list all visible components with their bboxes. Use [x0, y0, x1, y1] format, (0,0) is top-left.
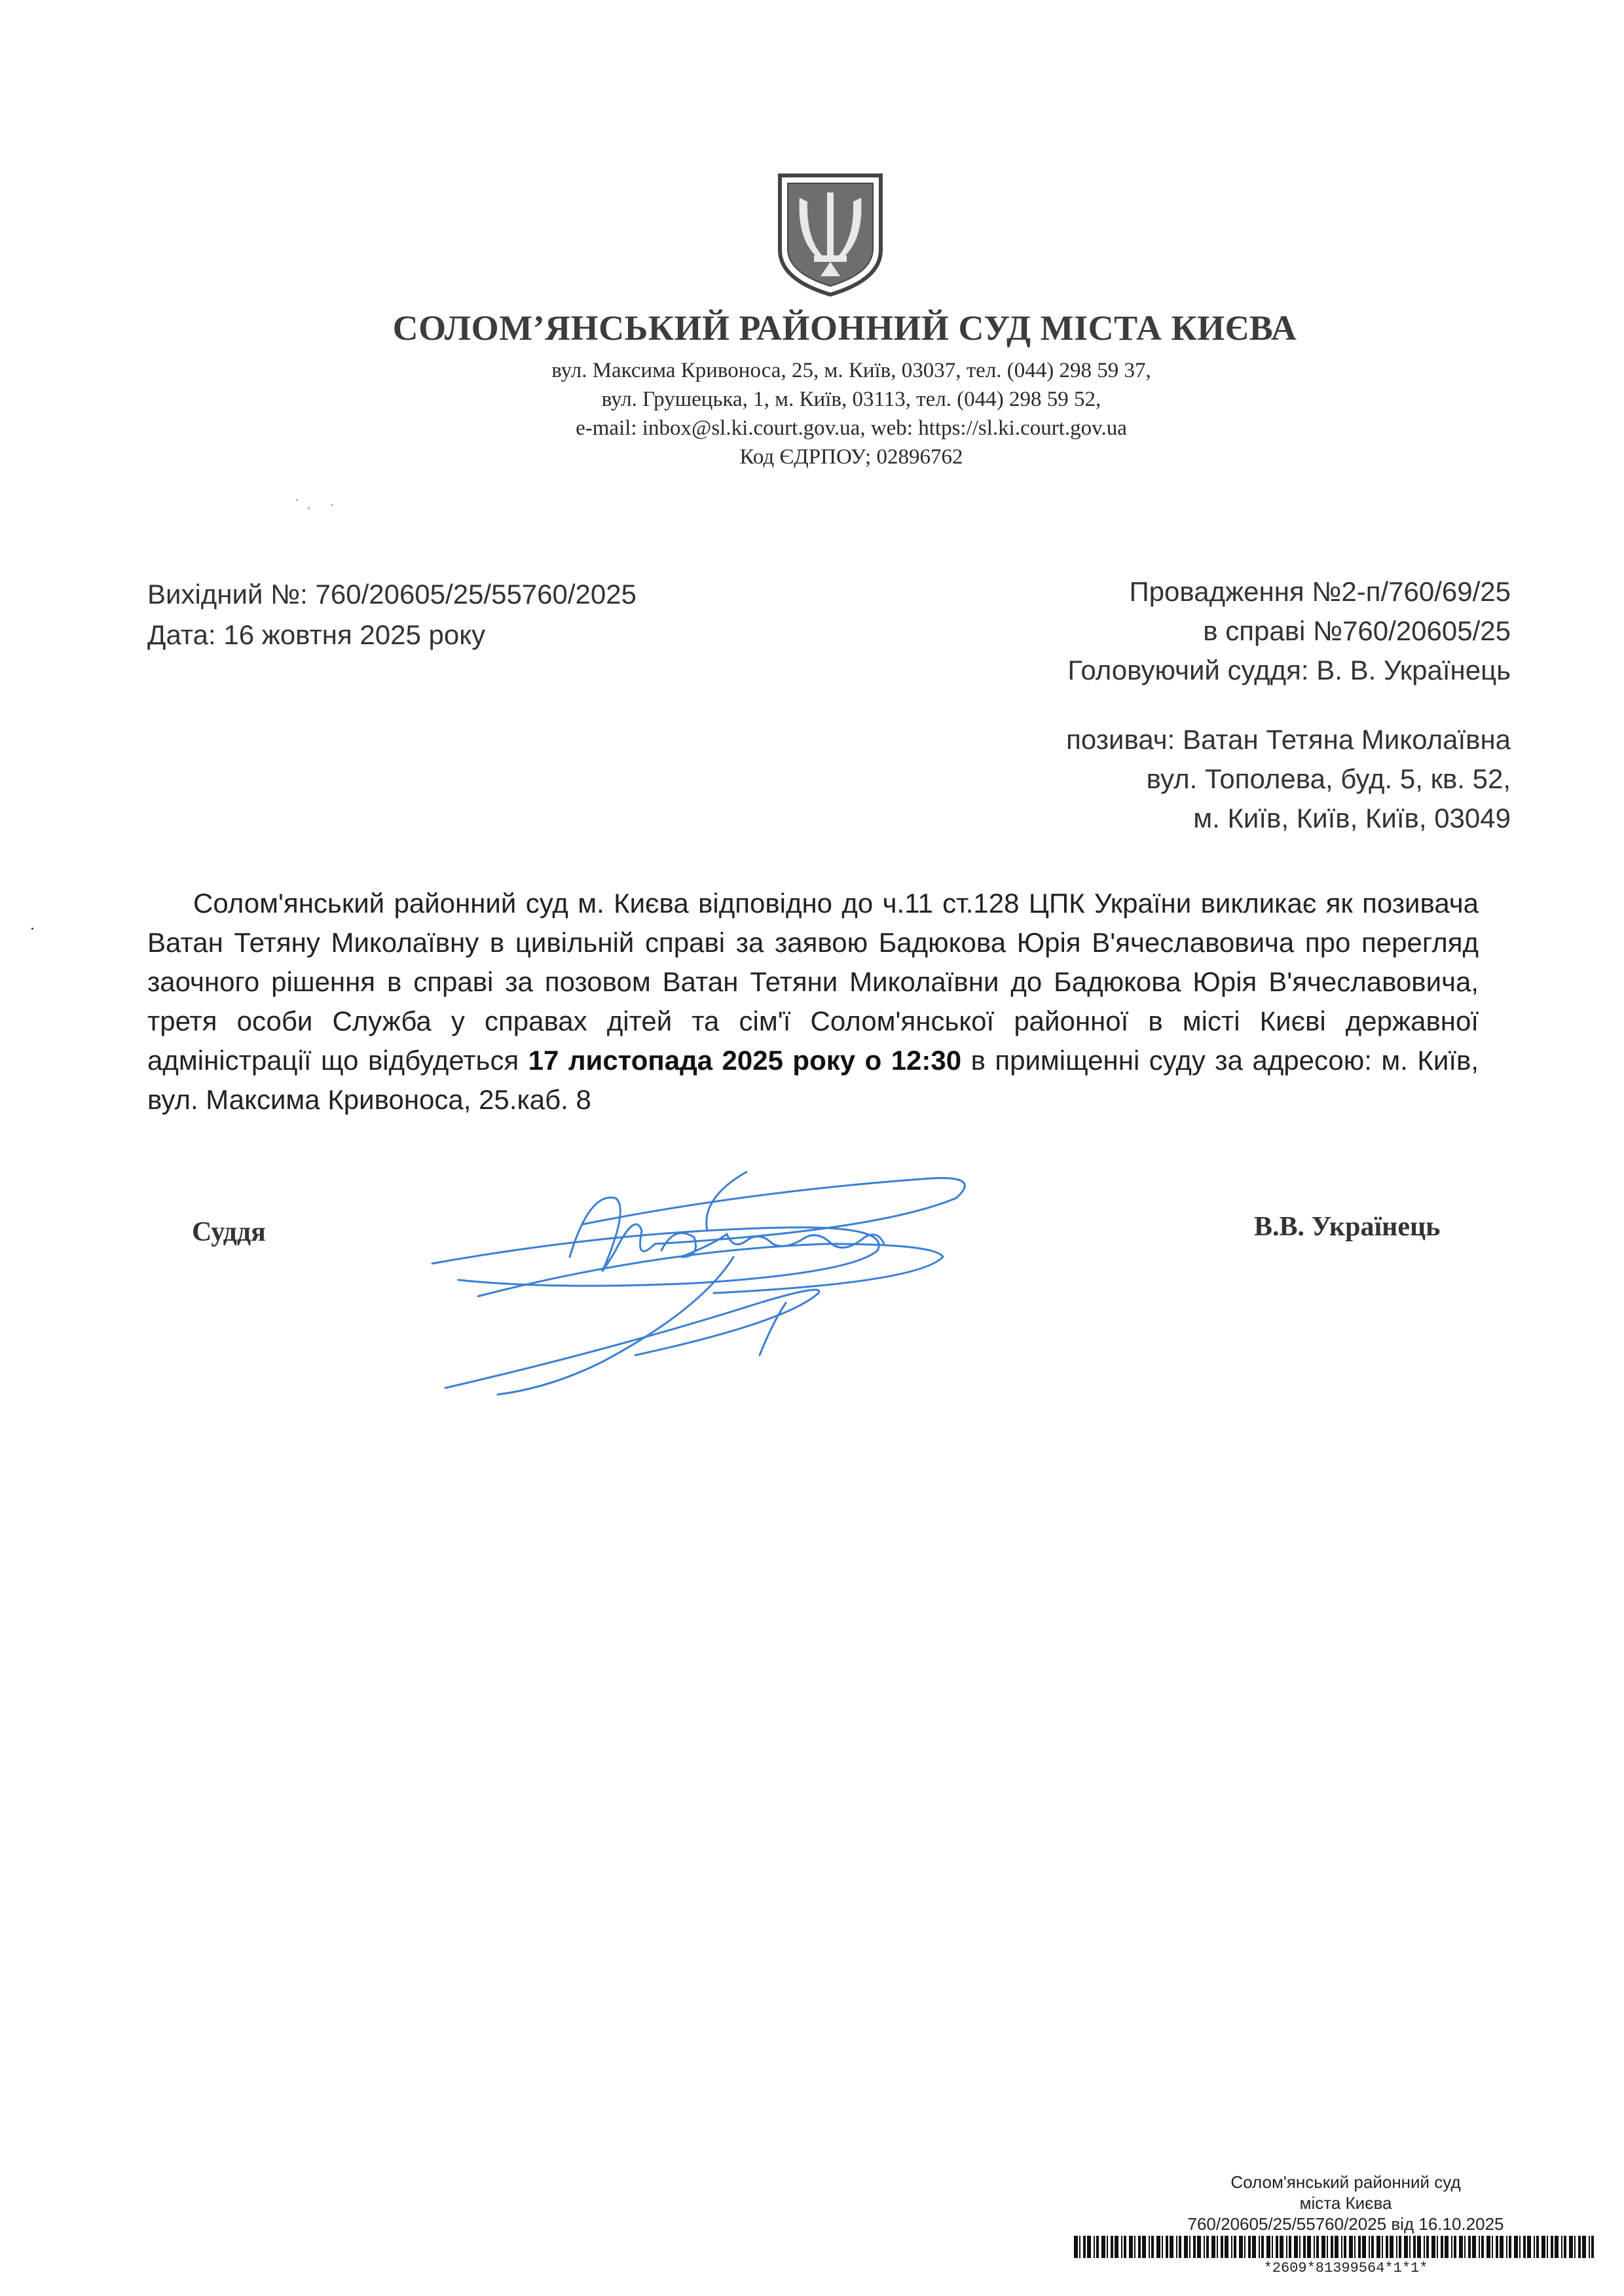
judge-label: Суддя [192, 1217, 266, 1247]
barcode-bar [1574, 2236, 1576, 2258]
barcode-bar [1569, 2236, 1573, 2258]
barcode-bar [1239, 2236, 1243, 2258]
barcode-bar [1404, 2236, 1408, 2258]
trident-coat-of-arms-icon [775, 172, 886, 297]
barcode-bar [1129, 2236, 1133, 2258]
barcode-bar [1426, 2236, 1429, 2258]
barcode-bar [1252, 2236, 1256, 2258]
registry-stamp-court: Солом'янський районний суд [1230, 2172, 1461, 2192]
barcode-bar [1541, 2236, 1545, 2258]
barcode-bar [1349, 2236, 1353, 2258]
barcode-bar [1459, 2236, 1463, 2258]
plaintiff-name: позивач: Ватан Тетяна Миколаївна [1066, 724, 1511, 755]
barcode-bar [1396, 2236, 1397, 2258]
barcode-bar [1289, 2236, 1291, 2258]
barcode-bar [1514, 2236, 1518, 2258]
plaintiff-city: м. Київ, Київ, Київ, 03049 [1193, 803, 1511, 833]
barcode-bar [1341, 2236, 1342, 2258]
barcode-bar [1156, 2236, 1160, 2258]
barcode-bar [1259, 2236, 1260, 2258]
barcode-bar [1316, 2236, 1319, 2258]
barcode-bar [1096, 2236, 1099, 2258]
barcode-bar [1454, 2236, 1456, 2258]
handwritten-signature [419, 1152, 1048, 1401]
barcode-bar [1261, 2236, 1264, 2258]
barcode-bar [1451, 2236, 1452, 2258]
barcode-bar [1272, 2236, 1273, 2258]
barcode-bar [1589, 2236, 1590, 2258]
barcode-bar [1231, 2236, 1232, 2258]
barcode-bar [1079, 2236, 1080, 2258]
barcode-bar [1111, 2236, 1113, 2258]
barcode-bar [1307, 2236, 1311, 2258]
barcode-bar [1386, 2236, 1388, 2258]
barcode-bar [1500, 2236, 1504, 2258]
barcode-bar [1564, 2236, 1566, 2258]
barcode-bar [1184, 2236, 1188, 2258]
barcode-bar [1509, 2236, 1511, 2258]
barcode-bar [1551, 2236, 1553, 2258]
barcode-bar [1468, 2236, 1471, 2258]
barcode-bar [1464, 2236, 1466, 2258]
barcode-bar [1266, 2236, 1270, 2258]
barcode-bar [1335, 2236, 1338, 2258]
barcode-bar [1176, 2236, 1177, 2258]
court-address-2: вул. Грушецька, 1, м. Київ, 03113, тел. (044) 298 59 52, [601, 388, 1101, 411]
summons-text-part-1: Солом'янський районний суд м. Києва відповідно до ч.11 ст.128 ЦПК України викликає як позивача Ватан Тетяну Миколаївну в цивільній справі за заявою Бадюкова Юрія В'ячеславовича про перегляд заочного рішення в справі за позовом Ватан Тетяни Миколаївни до Бадюкова Юрія В'ячеславовича, третя особи Служба у справах дітей та сім'ї Солом'янської районної в місті Києві державної адміністрації що відбудеться [147, 888, 1479, 1076]
barcode-bar [1527, 2236, 1531, 2258]
barcode-bar [1234, 2236, 1236, 2258]
barcode-bar [1327, 2236, 1328, 2258]
barcode-bar [1206, 2236, 1209, 2258]
barcode-bar [1162, 2236, 1163, 2258]
barcode-bar [1555, 2236, 1559, 2258]
barcode-bar [1276, 2236, 1278, 2258]
court-address-1: вул. Максима Кривоноса, 25, м. Київ, 03037, тел. (044) 298 59 37, [551, 359, 1151, 382]
barcode-bar [1087, 2236, 1091, 2258]
barcode-bar [1344, 2236, 1346, 2258]
barcode-bar [1506, 2236, 1507, 2258]
barcode-bar [1303, 2236, 1306, 2258]
scan-speck [296, 499, 298, 501]
barcode-bar [1445, 2236, 1449, 2258]
barcode-bar [1481, 2236, 1484, 2258]
court-edrpou: Код ЄДРПОУ; 02896762 [739, 445, 963, 469]
barcode-bar [1166, 2236, 1168, 2258]
barcode-bar [1101, 2236, 1105, 2258]
barcode-bar [1534, 2236, 1535, 2258]
case-number: в справі №760/20605/25 [1203, 615, 1511, 646]
barcode-bar [1149, 2236, 1150, 2258]
barcode-text: *2609*81399564*1*1* [1263, 2260, 1428, 2276]
barcode-bar [1390, 2236, 1393, 2258]
barcode-bar [1561, 2236, 1562, 2258]
scan-speck [308, 507, 310, 509]
barcode-bar [1179, 2236, 1181, 2258]
barcode-bar [1492, 2236, 1493, 2258]
proceeding-number: Провадження №2-п/760/69/25 [1129, 576, 1511, 607]
barcode-bar [1413, 2236, 1416, 2258]
barcode-bar [1376, 2236, 1380, 2258]
barcode-bar [1523, 2236, 1526, 2258]
barcode-bar [1197, 2236, 1201, 2258]
barcode-bar [1189, 2236, 1190, 2258]
barcode-bar [1358, 2236, 1361, 2258]
barcode-bar [1479, 2236, 1480, 2258]
barcode-bar [1286, 2236, 1287, 2258]
barcode-bar [1417, 2236, 1421, 2258]
barcode-bar [1193, 2236, 1196, 2258]
hearing-datetime: 17 листопада 2025 року о 12:30 [528, 1045, 962, 1076]
barcode-bar [1138, 2236, 1141, 2258]
barcode-bar [1331, 2236, 1333, 2258]
summons-body [147, 884, 1479, 1120]
barcode-bar [1170, 2236, 1173, 2258]
barcode-bar [1074, 2236, 1078, 2258]
registry-stamp-city: міста Києва [1299, 2193, 1392, 2213]
barcode-bar [1211, 2236, 1215, 2258]
barcode-bar [1151, 2236, 1154, 2258]
barcode-bar [1217, 2236, 1218, 2258]
barcode-bar [1536, 2236, 1539, 2258]
court-contacts: e-mail: inbox@sl.ki.court.gov.ua, web: https://sl.ki.court.gov.ua [576, 416, 1127, 440]
barcode-bar [1221, 2236, 1223, 2258]
barcode-bar [1519, 2236, 1521, 2258]
barcode-bar [1244, 2236, 1246, 2258]
barcode-bar [1382, 2236, 1383, 2258]
barcode-bar [1472, 2236, 1476, 2258]
scan-speck [331, 504, 333, 506]
barcode-bar [1409, 2236, 1411, 2258]
barcode-bar [1299, 2236, 1301, 2258]
barcode-bar [1134, 2236, 1135, 2258]
document-date: Дата: 16 жовтня 2025 року [147, 619, 486, 650]
outgoing-number: Вихідний №: 760/20605/25/55760/2025 [147, 579, 637, 610]
barcode-bar [1294, 2236, 1298, 2258]
barcode-bar [1107, 2236, 1108, 2258]
barcode-bar [1424, 2236, 1425, 2258]
barcode-bar [1321, 2236, 1325, 2258]
barcode-bar [1083, 2236, 1086, 2258]
barcode-bar [1441, 2236, 1443, 2258]
barcode-bar [1124, 2236, 1126, 2258]
court-title: СОЛОМ’ЯНСЬКИЙ РАЙОННИЙ СУД МІСТА КИЄВА [392, 308, 1297, 348]
barcode-bar [1399, 2236, 1401, 2258]
judge-name: В.В. Українець [1254, 1212, 1441, 1242]
plaintiff-street: вул. Тополева, буд. 5, кв. 52, [1146, 763, 1511, 794]
barcode-bar [1591, 2236, 1594, 2258]
barcode-bar [1142, 2236, 1146, 2258]
scan-speck [31, 928, 33, 930]
barcode-bar [1225, 2236, 1228, 2258]
registry-stamp-number: 760/20605/25/55760/2025 від 16.10.2025 [1187, 2214, 1504, 2234]
barcode-bar [1582, 2236, 1586, 2258]
barcode-bar [1204, 2236, 1205, 2258]
barcode-bar [1354, 2236, 1356, 2258]
barcode-bar [1486, 2236, 1490, 2258]
summons-text-part-2: в приміщенні суду за адресою: м. Київ, вул. Максима Кривоноса, 25.каб. 8 [147, 1045, 1479, 1115]
barcode-bar [1496, 2236, 1498, 2258]
barcode-bar [1369, 2236, 1370, 2258]
barcode-bar [1314, 2236, 1315, 2258]
barcode-bar [1121, 2236, 1122, 2258]
barcode [1074, 2236, 1598, 2258]
barcode-bar [1280, 2236, 1283, 2258]
presiding-judge: Головуючий суддя: В. В. Українець [1067, 655, 1511, 685]
barcode-bar [1115, 2236, 1118, 2258]
barcode-bar [1547, 2236, 1548, 2258]
barcode-bar [1431, 2236, 1435, 2258]
barcode-bar [1248, 2236, 1251, 2258]
barcode-bar [1362, 2236, 1366, 2258]
barcode-bar [1371, 2236, 1374, 2258]
barcode-bar [1094, 2236, 1095, 2258]
barcode-bar [1437, 2236, 1438, 2258]
barcode-bar [1578, 2236, 1581, 2258]
